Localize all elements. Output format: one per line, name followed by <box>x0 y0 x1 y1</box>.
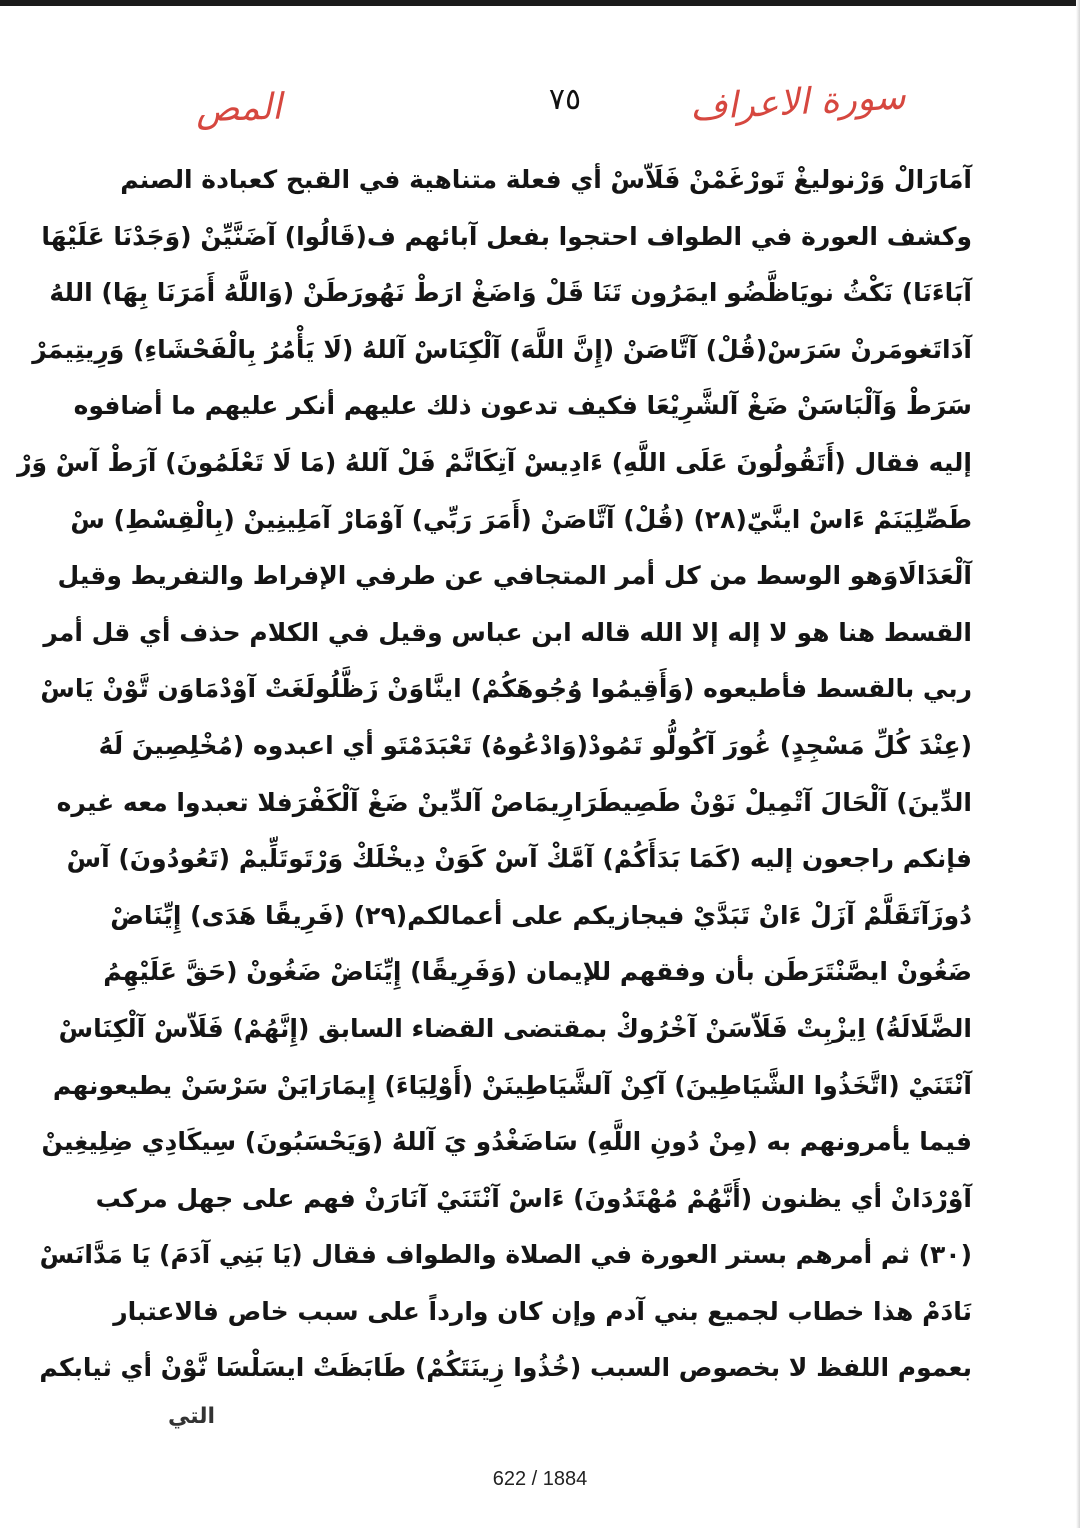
text-line: آنْتَنَيْ (اتَّخَذُوا الشَّيَاطِينَ) آكِنْ آلشَّيَاطِينَنْ (أَوْلِيَاءَ) إِيمَارَايَنْ سَرْسَنْ يطيعونهم <box>52 1070 972 1100</box>
text-line: إليه فقال (أَتَقُولُونَ عَلَى اللَّهِ) ءَادِيسْ آتِكَانَّمْ فَلْ آللهُ (مَا لَا تَعْلَمُونَ) آرَطْ آسْ وَرْ <box>17 447 972 477</box>
handwritten-section-note: المص <box>195 86 283 131</box>
text-line: (عِنْدَ كُلِّ مَسْجِدٍ) غُورَ آكُولُّو تَمُودْ(وَادْعُوهُ) تَعْبَدَمْتَو أي اعبدوه (مُخْلِصِينَ لَهُ <box>98 730 972 760</box>
text-line: الضَّلَالَةُ) اِيزْبِتْ فَلَاّسَنْ آخْرُوكْ بمقتضى القضاء السابق (إِنَّهُمْ) فَلَاّسْ آلْكِنَاسْ <box>58 1013 972 1043</box>
text-line: وكشف العورة في الطواف احتجوا بفعل آبائهم ف(قَالُوا) آضَنَّيِّنْ (وَجَدْنَا عَلَيْهَا <box>41 221 972 251</box>
text-line: آبَاءَنَا) نَكْثُ نويَاظَّضُو ايمَرُون تَنَا قَلْ وَاضَغْ ارَطْ نَهُورَطَنْ (وَاللَّهُ أَمَرَنَا بِهَا) اللهُ <box>49 278 972 308</box>
text-line: سَرَطْ وَآلْبَاسَنْ ضَغْ آلشَّرِيْعَا فكيف تدعون ذلك عليهم أنكر عليهم ما أضافوه <box>73 391 972 421</box>
text-line: الدِّينَ) آلْحَالَ آتْمِيلْ نَوْنْ طَصِيطَرَارِيمَاصْ آلدِّينْ ضَغْ آلْكَفْرَفلا تعبدوا معه غيره <box>56 787 972 817</box>
page-counter: 622 / 1884 <box>492 1468 588 1490</box>
text-line: فإنكم راجعون إليه (كَمَا بَدَأَكُمْ) آمَّكْ آسْ كَوَنْ دِيخْلَكْ وَرْتَوتَلِّيمْ (تَعُودُونَ) آسْ <box>66 844 972 874</box>
text-line: فيما يأمرونهم به (مِنْ دُونِ اللَّهِ) سَاضَغْدُو يَ آللهُ (وَيَحْسَبُونَ) سِيكَادِي ضِلِيغِينْ <box>41 1127 972 1157</box>
text-line: آمَارَالْ وَرْنوليغْ تَورْغَمْنْ فَلَاّسْ أي فعلة متناهية في القبح كعبادة الصنم <box>120 165 972 194</box>
text-line: دُوزَآتَقَلَّمْ آزَلْ ءَانْ تَبَدَّيْ فيجازيكم على أعمالكم(٢٩) (فَرِيقًا هَدَى) إِيِّنَاضْ <box>110 900 972 930</box>
text-line: طَصِّلِيَنَمْ ءَاسْ اينَّيّ(٢٨) (قُلْ) آتَّاصَنْ (أَمَرَ رَبِّي) آوْمَارْ آمَلِينِينْ (بِالْقِسْطِ) سْ <box>70 504 972 534</box>
text-line: آوْرْدَانْ أي يظنون (أَنَّهُمْ مُهْتَدُونَ) ءَاسْ آنْتَنَيْ آنَارَنْ فهم على جهل مركب <box>95 1183 972 1213</box>
text-line: ضَغُونْ ايصَّنْتَرَطَن بأن وفقهم للإيمان (وَفَرِيقًا) إِيِّنَاضْ ضَغُونْ (حَقَّ عَلَيْهِمُ <box>103 957 972 987</box>
scan-top-border <box>0 0 1080 6</box>
text-line: بعموم اللفظ لا بخصوص السبب (خُذُوا زِينَتَكُمْ) طَابَظَتْ ايسَلْسَا نَّوْنْ أي ثيابكم <box>39 1353 972 1383</box>
catchword: التي <box>168 1404 216 1429</box>
scan-edge-shadow <box>1076 0 1080 1528</box>
handwritten-surah-note: سورة الاعراف <box>689 76 907 129</box>
text-line: نَادَمْ هذا خطاب لجميع بني آدم وإن كان وارداً على سبب خاص فالاعتبار <box>113 1296 972 1326</box>
text-line: آدَاتَغومَرنْ سَرَسْ(قُلْ) آتَّاصَنْ (إِنَّ اللَّهَ) آلْكِنَاسْ آللهُ (لَا يَأْمُرُ بِالْفَحْشَاءِ) وَرِيتِيمَرْ <box>32 334 972 364</box>
text-line: القسط هنا هو لا إله إلا الله قاله ابن عباس وقيل في الكلام حذف أي قل أمر <box>43 617 972 647</box>
text-line: ربي بالقسط فأطيعوه (وَأَقِيمُوا وُجُوهَكُمْ) اينَّاوَنْ زَظَّلُولَغَتْ آوْدْمَاوَن تَّوْنْ يَاسْ <box>40 674 972 704</box>
page-number: ٧٥ <box>548 82 582 117</box>
commentary-body <box>17 152 972 1397</box>
text-line: آلْعَدَالَاوَهو الوسط من كل أمر المتجافي عن طرفي الإفراط والتفريط وقيل <box>57 561 972 591</box>
text-line: (٣٠) ثم أمرهم بستر العورة في الصلاة والطواف فقال (يَا بَنِي آدَمَ) يَا مَدَّانَسْ <box>39 1240 972 1270</box>
